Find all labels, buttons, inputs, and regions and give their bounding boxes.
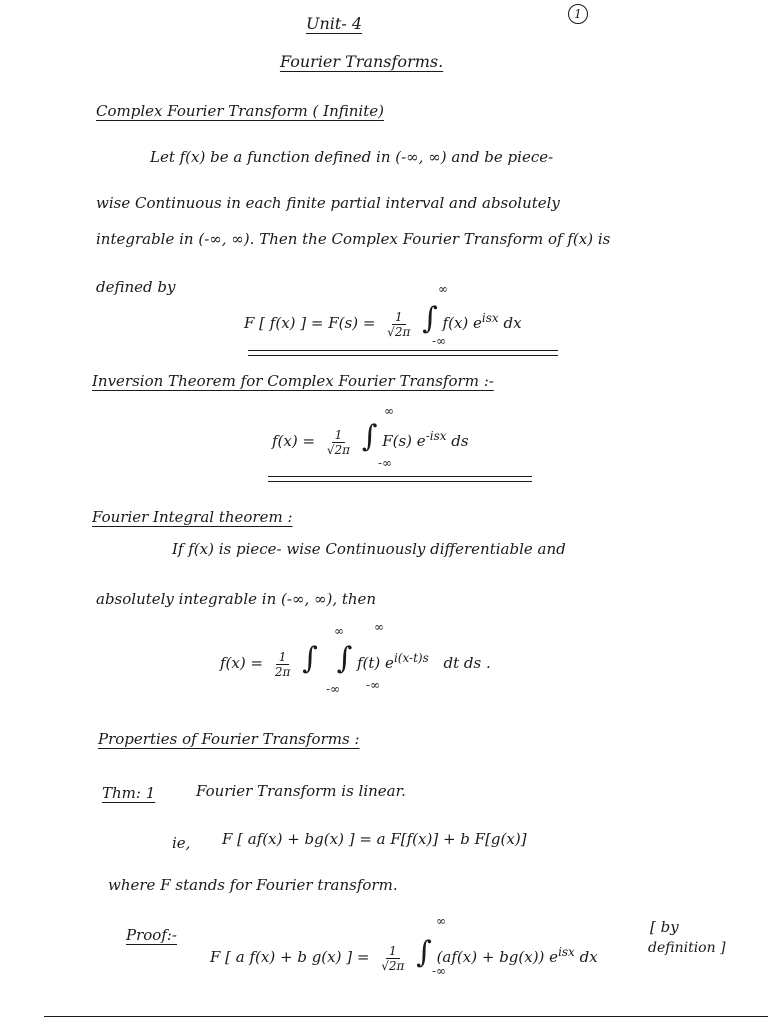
complex-ft-heading: Complex Fourier Transform ( Infinite): [96, 102, 384, 120]
fraction: [272, 650, 294, 679]
topic-title: Fourier Transforms.: [280, 52, 444, 71]
complex-ft-line-4: defined by: [96, 278, 176, 296]
lower-limit: -∞: [432, 334, 447, 348]
integrand: (af(x) + bg(x)) e: [436, 948, 559, 966]
complex-ft-formula: [244, 301, 522, 339]
integrand: F(s) e: [382, 432, 426, 450]
theorem-label: Thm: 1: [102, 784, 156, 802]
fraction-denominator: √2π: [326, 442, 351, 457]
inner-lower-limit: -∞: [366, 678, 381, 692]
outer-lower-limit: -∞: [326, 682, 341, 696]
complex-ft-line-3: integrable in (-∞, ∞). Then the Complex Fourier Transform of f(x) is: [96, 230, 611, 248]
double-underline-bottom: [268, 481, 532, 482]
formula-lhs: F [ f(x) ] = F(s) =: [244, 314, 376, 332]
inner-upper-limit: ∞: [374, 620, 384, 634]
differential: ds: [451, 432, 469, 450]
integral-theorem-line-2: absolutely integrable in (-∞, ∞), then: [96, 590, 377, 608]
by-definition-2: definition ]: [648, 940, 726, 956]
proof-lhs: F [ a f(x) + b g(x) ] =: [210, 948, 370, 966]
ie-label: ie,: [172, 834, 191, 852]
exponent: isx: [558, 945, 575, 959]
properties-heading: Properties of Fourier Transforms :: [98, 730, 360, 748]
formula-lhs: f(x) =: [272, 432, 316, 450]
fraction-denominator: 2π: [274, 664, 291, 679]
formula-lhs: f(x) =: [220, 654, 264, 672]
differential: dx: [579, 948, 598, 966]
double-underline-top: [248, 350, 558, 351]
complex-ft-line-2: wise Continuous in each finite partial interval and absolutely: [96, 194, 560, 212]
page-number: 1: [568, 4, 588, 24]
fraction-numerator: 1: [386, 944, 400, 959]
fraction: [324, 428, 353, 457]
complex-ft-line-1: Let f(x) be a function defined in (-∞, ∞) and be piece-: [150, 148, 554, 166]
exponent: isx: [481, 311, 499, 325]
fraction-denominator: √2π: [381, 958, 405, 973]
inversion-heading: Inversion Theorem for Complex Fourier Transform :-: [92, 372, 494, 390]
integral-sign: ∫: [416, 935, 432, 970]
double-underline-top: [268, 476, 532, 477]
integral-sign-outer: ∫: [302, 641, 318, 676]
where-text: where F stands for Fourier transform.: [108, 876, 398, 894]
fraction: [384, 310, 413, 339]
theorem-text: Fourier Transform is linear.: [196, 782, 406, 800]
fraction-numerator: 1: [392, 310, 406, 325]
outer-upper-limit: ∞: [334, 624, 344, 638]
integral-theorem-line-1: If f(x) is piece- wise Continuously differentiable and: [172, 540, 566, 558]
double-underline-bottom: [248, 355, 558, 356]
linearity-formula: F [ af(x) + bg(x) ] = a F[f(x)] + b F[g(x)]: [222, 830, 527, 848]
fraction-numerator: 1: [276, 650, 290, 665]
fraction-denominator: √2π: [387, 324, 411, 339]
fraction-numerator: 1: [332, 428, 346, 443]
integral-sign-inner: ∫: [336, 641, 353, 676]
integrand: f(t) e: [357, 654, 394, 672]
upper-limit: ∞: [384, 404, 394, 418]
page-bottom-rule: [44, 1016, 768, 1017]
by-definition-1: [ by: [650, 918, 679, 936]
differential: dx: [503, 314, 522, 332]
inversion-formula: [272, 419, 469, 457]
integrand: f(x) e: [442, 314, 482, 332]
integral-sign: ∫: [361, 419, 378, 454]
exponent: i(x-t)s: [393, 651, 429, 665]
fraction: [378, 944, 407, 973]
unit-title: Unit- 4: [306, 14, 363, 33]
proof-label: Proof:-: [126, 926, 177, 944]
integral-theorem-heading: Fourier Integral theorem :: [92, 508, 293, 526]
proof-formula: [210, 935, 598, 973]
exponent: -isx: [425, 429, 447, 443]
upper-limit: ∞: [438, 282, 448, 296]
integral-theorem-formula: [220, 641, 491, 679]
lower-limit: -∞: [432, 964, 447, 978]
differential: dt ds .: [443, 654, 491, 672]
integral-sign: ∫: [422, 301, 438, 336]
lower-limit: -∞: [378, 456, 393, 470]
upper-limit: ∞: [436, 914, 446, 928]
